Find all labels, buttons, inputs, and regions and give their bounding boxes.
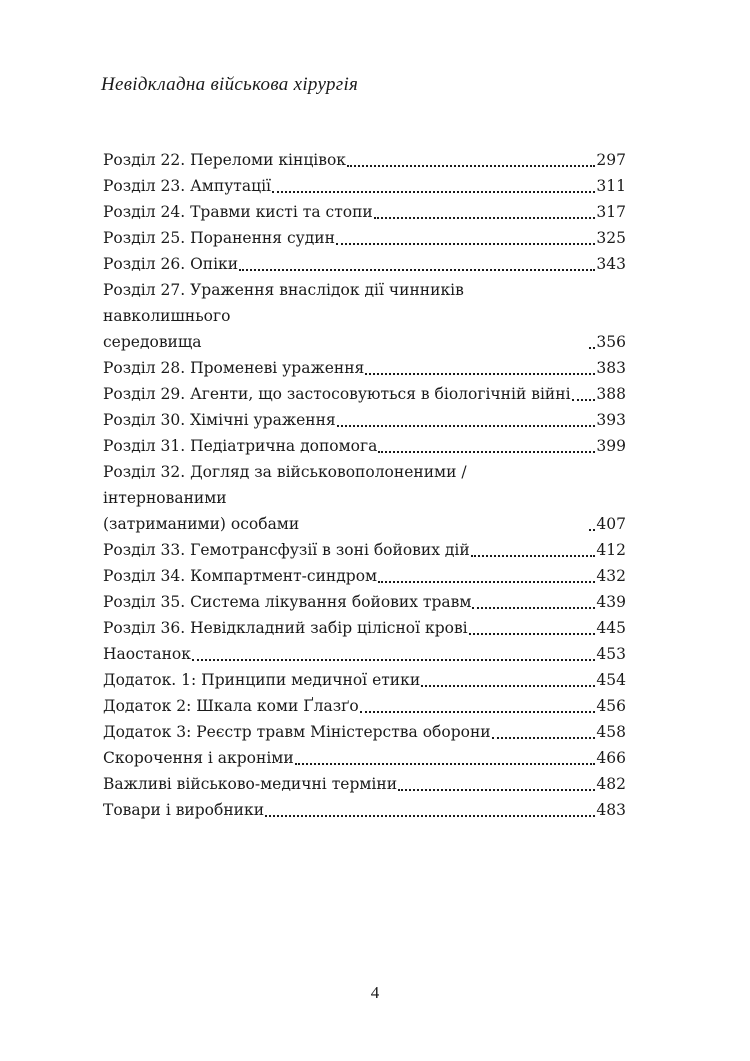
toc-leader-dots [295, 762, 596, 765]
toc-entry-title: Розділ 23. Ампутації [103, 177, 272, 195]
toc-entry-title: Розділ 35. Система лікування бойових травм [103, 593, 472, 611]
toc-entry-page: 439 [596, 593, 626, 611]
toc-entry-page: 325 [596, 229, 626, 247]
toc-entry[interactable] [103, 225, 626, 251]
toc-entry-title: Додаток. 1: Принципи медичної етики [103, 671, 421, 689]
toc-entry-title: Товари і виробники [103, 801, 265, 819]
toc-entry-page: 393 [596, 411, 626, 429]
toc-entry-page: 458 [596, 723, 626, 741]
toc-entry-title: Наостанок [103, 645, 191, 663]
page-number: 4 [370, 983, 380, 1002]
toc-entry-page: 412 [596, 541, 626, 559]
toc-leader-dots [492, 736, 596, 739]
toc-leader-dots [378, 580, 595, 583]
toc-entry-title: Розділ 31. Педіатрична допомога [103, 437, 378, 455]
toc-leader-dots [336, 242, 595, 245]
toc-entry[interactable] [103, 797, 626, 823]
toc-entry-page: 311 [596, 177, 626, 195]
toc-entry-title: Розділ 27. Ураження внаслідок дії чинників навколишнього середовища [103, 281, 464, 351]
toc-entry-title: Розділ 25. Поранення судин [103, 229, 335, 247]
toc-entry-page: 317 [596, 203, 626, 221]
toc-leader-dots [337, 424, 596, 427]
toc-entry-page: 453 [596, 645, 626, 663]
toc-leader-dots [239, 268, 595, 271]
toc-leader-dots [374, 216, 596, 219]
toc-entry-title: Скорочення і акроніми [103, 749, 294, 767]
toc-entry-page: 399 [596, 437, 626, 455]
running-header-title: Невідкладна військова хірургія [101, 74, 359, 95]
toc-entry-page: 456 [596, 697, 626, 715]
toc-entry-title: Важливі військово-медичні терміни [103, 775, 398, 793]
toc-entry-title: Розділ 28. Променеві ураження [103, 359, 365, 377]
toc-entry-page: 482 [596, 775, 626, 793]
toc-entry-page: 445 [596, 619, 626, 637]
toc-entry[interactable] [103, 199, 626, 225]
toc-entry[interactable] [103, 277, 626, 355]
toc-entry-page: 454 [596, 671, 626, 689]
toc-leader-dots [365, 372, 595, 375]
toc-entry-page: 388 [596, 385, 626, 403]
toc-entry-title: Розділ 33. Гемотрансфузії в зоні бойових дій [103, 541, 470, 559]
toc-entry-page: 356 [596, 333, 626, 351]
toc-leader-dots [471, 554, 596, 557]
toc-entry-title: Розділ 29. Агенти, що застосовуються в біологічній війні [103, 385, 571, 403]
toc-entry[interactable] [103, 745, 626, 771]
toc-leader-dots [589, 346, 595, 349]
toc-entry-title: Розділ 32. Догляд за військовополоненими / інтернованими (затриманими) особами [103, 463, 467, 533]
toc-entry-title: Розділ 24. Травми кисті та стопи [103, 203, 373, 221]
toc-entry[interactable] [103, 251, 626, 277]
toc-leader-dots [347, 164, 595, 167]
toc-entry[interactable] [103, 147, 626, 173]
toc-entry[interactable] [103, 719, 626, 745]
toc-leader-dots [360, 710, 596, 713]
toc-entry-page: 343 [596, 255, 626, 273]
toc-entry[interactable] [103, 615, 626, 641]
toc-entry-page: 383 [596, 359, 626, 377]
toc-leader-dots [192, 658, 595, 661]
toc-entry[interactable] [103, 667, 626, 693]
toc-entry-title: Розділ 22. Переломи кінцівок [103, 151, 346, 169]
toc-entry-title: Додаток 3: Реєстр травм Міністерства оборони [103, 723, 491, 741]
toc-leader-dots [421, 684, 595, 687]
toc-leader-dots [589, 528, 595, 531]
toc-leader-dots [398, 788, 595, 791]
toc-leader-dots [469, 632, 596, 635]
toc-entry[interactable] [103, 563, 626, 589]
toc-entry[interactable] [103, 589, 626, 615]
toc-entry-page: 466 [596, 749, 626, 767]
toc-entry[interactable] [103, 641, 626, 667]
toc-entry-page: 483 [596, 801, 626, 819]
toc-entry-title: Розділ 26. Опіки [103, 255, 239, 273]
toc-entry-title: Розділ 30. Хімічні ураження [103, 411, 336, 429]
toc-entry[interactable] [103, 693, 626, 719]
toc-leader-dots [265, 814, 595, 817]
toc-leader-dots [272, 190, 595, 193]
toc-entry[interactable] [103, 771, 626, 797]
toc-entry[interactable] [103, 381, 626, 407]
table-of-contents [103, 147, 626, 823]
toc-leader-dots [378, 450, 595, 453]
toc-entry-page: 297 [596, 151, 626, 169]
toc-entry[interactable] [103, 537, 626, 563]
toc-entry[interactable] [103, 355, 626, 381]
toc-entry[interactable] [103, 433, 626, 459]
toc-entry[interactable] [103, 173, 626, 199]
toc-entry[interactable] [103, 459, 626, 537]
toc-entry-page: 432 [596, 567, 626, 585]
toc-entry[interactable] [103, 407, 626, 433]
toc-leader-dots [472, 606, 595, 609]
toc-entry-title: Розділ 34. Компартмент-синдром [103, 567, 378, 585]
toc-entry-page: 407 [596, 515, 626, 533]
toc-leader-dots [572, 398, 596, 401]
toc-entry-title: Розділ 36. Невідкладний забір цілісної крові [103, 619, 468, 637]
toc-entry-title: Додаток 2: Шкала коми Ґлазґо [103, 697, 359, 715]
